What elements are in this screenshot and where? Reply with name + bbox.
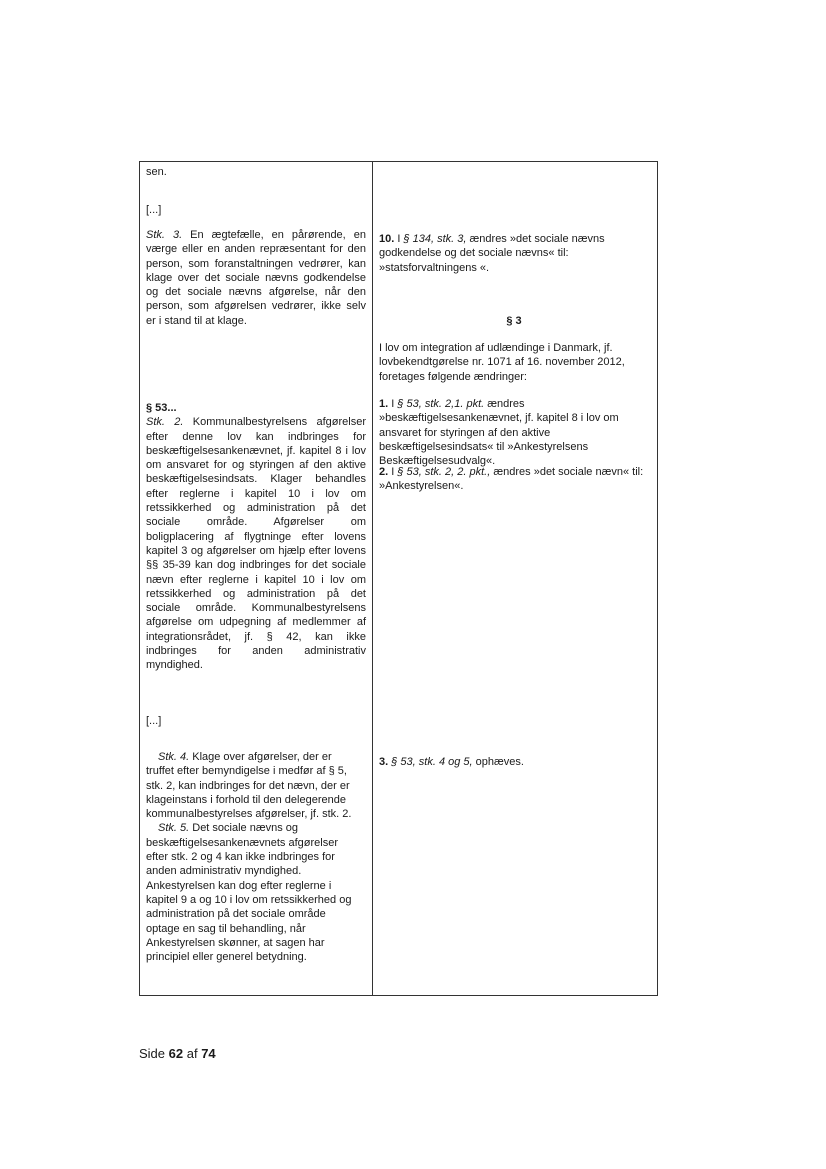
column-divider (372, 162, 373, 995)
s53-heading: § 53... (146, 402, 177, 414)
current-page-number: 62 (168, 1046, 184, 1061)
item2-text: ændres »det sociale nævn« til: »Ankestyrelsen«. (379, 466, 644, 493)
stk2-label: Stk. 2. (146, 416, 184, 429)
stk4-text: Klage over afgørelser, der er truffet efter bemyndigelse i medfør af § 5, stk. 2, kan indbringes for det nævn, der er klageinstans i forhold til den delegerende kommunalbestyrelses afgørelser, jf. stk. 2. (146, 751, 352, 821)
item3-number: 3. (379, 756, 389, 768)
left-ellipsis-2 (146, 714, 366, 728)
item3-reference: § 53, stk. 4 og 5, (391, 756, 473, 768)
section-3-heading: § 3 (506, 315, 522, 327)
footer-middle: af (183, 1046, 202, 1061)
item10-reference: § 134, stk. 3, (403, 233, 467, 245)
ellipsis-text: [...] (146, 204, 162, 216)
right-item-2 (379, 465, 649, 494)
footer-prefix: Side (139, 1046, 169, 1061)
item10-text: ændres »det sociale nævns godkendelse og det sociale nævns« til: »statsforvaltningens «. (379, 233, 605, 274)
right-item-1 (379, 397, 649, 468)
item2-pre: I (388, 466, 398, 478)
item2-number: 2. (379, 466, 389, 478)
continuation-text: sen. (146, 166, 167, 178)
stk2-text: Kommunalbestyrelsens afgørelser efter denne lov kan indbringes for beskæftigelsesankenævnet, jf. kapitel 8 i lov om ansvaret for og styringen af den aktive beskæftigelsesindsats. Klager behandles efter reglerne i kapitel 10 i lov om retssikkerhed og administration på det sociale område. Afgørelser om boligplacering af flygtninge efter lovens kapitel 3 og afgørelser om hjælp efter lovens §§ 35-39 kan dog indbringes for det sociale nævn efter reglerne i kapitel 10 i lov om retssikkerhed og administration på det sociale område. Kommunalbestyrelsens afgørelse om udpegning af medlemmer af integrationsrådet, jf. § 42, kan ikke indbringes for anden administrativ myndighed. (146, 416, 366, 672)
left-s53 (146, 401, 366, 673)
stk5-label: Stk. 5. (158, 822, 190, 835)
item1-number: 1. (379, 398, 389, 410)
stk3-label: Stk. 3. (146, 229, 183, 241)
left-ellipsis-1 (146, 203, 366, 217)
ellipsis-text: [...] (146, 715, 162, 727)
item1-reference: § 53, stk. 2,1. pkt. (397, 398, 485, 410)
item10-pre: I (394, 233, 404, 245)
right-item-10 (379, 232, 649, 275)
item10-number: 10. (379, 233, 395, 245)
item3-text: ophæves. (472, 756, 524, 768)
item1-pre: I (388, 398, 398, 410)
page-footer (139, 1046, 216, 1061)
stk4-label: Stk. 4. (158, 751, 190, 763)
stk3-text: En ægtefælle, en pårørende, en værge eller en anden repræsentant for den person, som foranstaltningen vedrører, kan klage over det sociale nævns godkendelse og det sociale nævns afgørelse, når den person, som afgørelsen vedrører, ikke selv er i stand til at klage. (146, 229, 366, 327)
comparison-table (139, 161, 658, 996)
section-3-intro: I lov om integration af udlændinge i Danmark, jf. lovbekendtgørelse nr. 1071 af 16. november 2012, foretages følgende ændringer: (379, 342, 625, 383)
right-item-3 (379, 755, 649, 769)
left-stk4-stk5 (146, 750, 360, 964)
item2-reference: § 53, stk. 2, 2. pkt., (397, 466, 491, 478)
item1-text: ændres »beskæftigelsesankenævnet, jf. kapitel 8 i lov om ansvaret for styringen af den aktive beskæftigelsesindsats« til »Ankestyrelsens Beskæftigelsesudvalg«. (379, 398, 619, 468)
stk5-text: Det sociale nævns og beskæftigelsesankenævnets afgørelser efter stk. 2 og 4 kan ikke indbringes for anden administrativ myndighed. Ankestyrelsen kan dog efter reglerne i kapitel 9 a og 10 i lov om retssikkerhed og administration på det sociale område optage en sag til behandling, når Ankestyrelsen skønner, at sagen har principiel eller generel betydning. (146, 822, 352, 964)
left-stk3 (146, 228, 366, 328)
total-page-count: 74 (201, 1046, 216, 1061)
left-continuation (146, 165, 366, 179)
